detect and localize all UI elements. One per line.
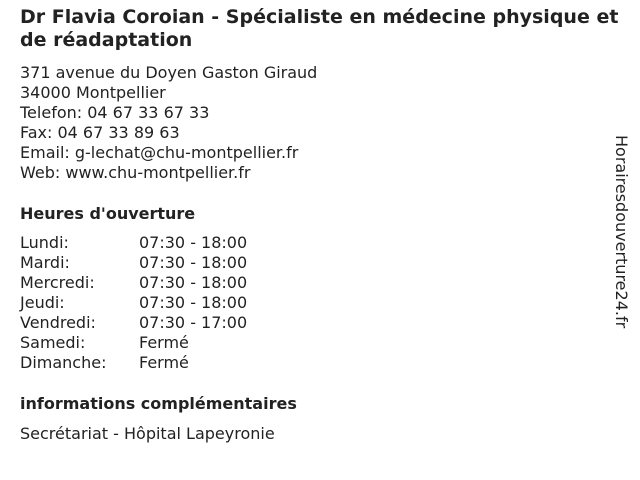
day-label: Jeudi: bbox=[20, 293, 65, 312]
day-hours: Fermé bbox=[139, 353, 189, 372]
day-hours: 07:30 - 17:00 bbox=[139, 313, 248, 332]
day-hours: 07:30 - 18:00 bbox=[139, 253, 248, 272]
city: 34000 Montpellier bbox=[20, 83, 166, 102]
fax: Fax: 04 67 33 89 63 bbox=[20, 123, 180, 142]
day-label: Lundi: bbox=[20, 233, 69, 252]
hours-row bbox=[20, 233, 247, 253]
hours-row bbox=[20, 253, 247, 273]
phone: Telefon: 04 67 33 67 33 bbox=[20, 103, 210, 122]
day-label: Vendredi: bbox=[20, 313, 96, 332]
site-watermark: Horairesdouverture24.fr bbox=[612, 135, 631, 329]
address-block bbox=[20, 63, 580, 183]
day-hours: Fermé bbox=[139, 333, 189, 352]
additional-info-text: Secrétariat - Hôpital Lapeyronie bbox=[20, 424, 275, 443]
opening-hours-heading: Heures d'ouverture bbox=[20, 204, 196, 223]
hours-row bbox=[20, 333, 247, 353]
opening-hours-table bbox=[20, 233, 247, 373]
website: Web: www.chu-montpellier.fr bbox=[20, 163, 251, 182]
hours-row bbox=[20, 313, 247, 333]
street-address: 371 avenue du Doyen Gaston Giraud bbox=[20, 63, 318, 82]
hours-row bbox=[20, 293, 247, 313]
hours-row bbox=[20, 353, 247, 373]
page-title: Dr Flavia Coroian - Spécialiste en médecine physique et de réadaptation bbox=[20, 6, 619, 51]
day-hours: 07:30 - 18:00 bbox=[139, 293, 248, 312]
day-label: Mardi: bbox=[20, 253, 70, 272]
day-hours: 07:30 - 18:00 bbox=[139, 273, 248, 292]
hours-row bbox=[20, 273, 247, 293]
day-label: Dimanche: bbox=[20, 353, 107, 372]
email: Email: g-lechat@chu-montpellier.fr bbox=[20, 143, 299, 162]
day-label: Samedi: bbox=[20, 333, 86, 352]
additional-info-heading: informations complémentaires bbox=[20, 394, 297, 413]
day-label: Mercredi: bbox=[20, 273, 95, 292]
day-hours: 07:30 - 18:00 bbox=[139, 233, 248, 252]
